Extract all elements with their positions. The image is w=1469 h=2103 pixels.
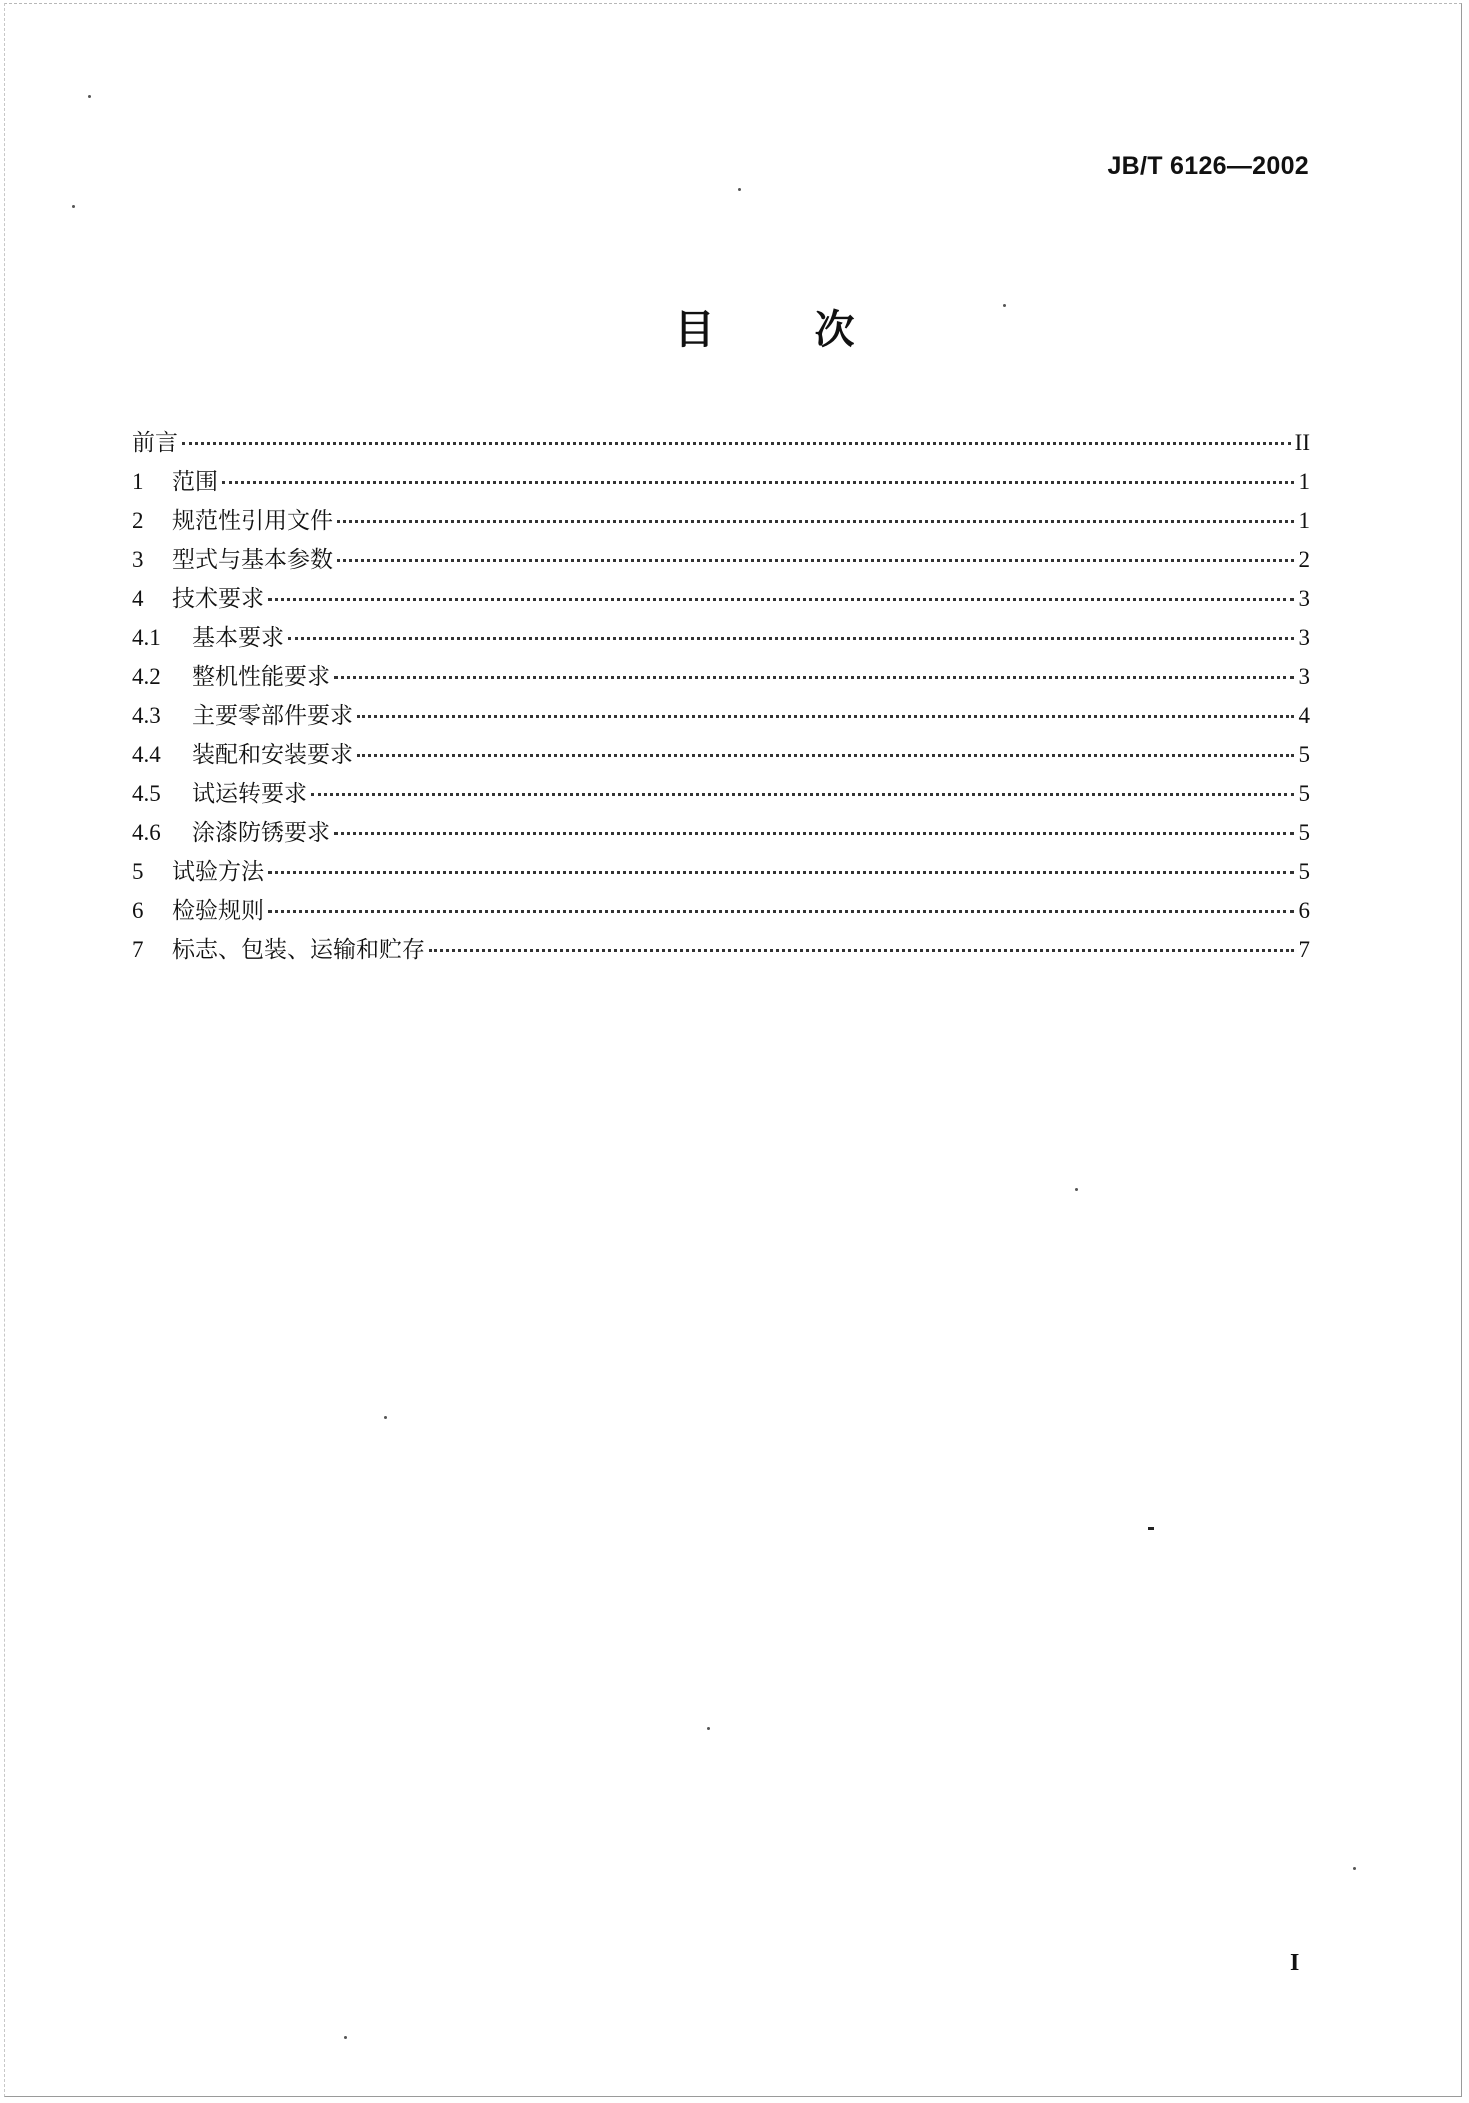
toc-entry-number: 3 — [132, 547, 144, 572]
toc-entry-page: 4 — [1298, 703, 1310, 728]
toc-entry-label: 主要零部件要求 — [192, 703, 353, 729]
page-number: I — [1290, 1950, 1300, 1976]
toc-entry-page: 7 — [1298, 937, 1310, 962]
toc-entry-label: 范围 — [172, 469, 218, 495]
toc-entry-number: 1 — [132, 469, 144, 494]
toc-entry-page: 5 — [1298, 742, 1310, 767]
toc-entry-page: 3 — [1298, 625, 1310, 650]
toc-leader-dots — [268, 598, 1294, 601]
toc-entry-label: 标志、包装、运输和贮存 — [172, 937, 425, 963]
toc-leader-dots — [334, 676, 1294, 679]
toc-entry-page: 3 — [1298, 664, 1310, 689]
scan-speck — [88, 95, 91, 98]
toc-leader-dots — [222, 481, 1294, 484]
toc-entry-page: 3 — [1298, 586, 1310, 611]
toc-entry-label: 技术要求 — [172, 586, 264, 612]
scan-speck — [1075, 1188, 1078, 1191]
toc-entry-5[interactable] — [132, 852, 1310, 891]
toc-leader-dots — [311, 793, 1294, 796]
toc-entry-number: 2 — [132, 508, 144, 533]
scan-speck — [1003, 304, 1006, 307]
toc-entry-page: II — [1294, 430, 1310, 455]
toc-entry-4[interactable] — [132, 579, 1310, 618]
toc-entry-6[interactable] — [132, 891, 1310, 930]
toc-entry-4-3[interactable] — [132, 696, 1310, 735]
scan-speck — [1353, 1867, 1356, 1870]
toc-entry-page: 1 — [1298, 508, 1310, 533]
toc-entry-1[interactable] — [132, 462, 1310, 501]
toc-entry-4-4[interactable] — [132, 735, 1310, 774]
toc-entry-page: 1 — [1298, 469, 1310, 494]
scan-speck — [384, 1416, 387, 1419]
toc-entry-page: 5 — [1298, 859, 1310, 884]
toc-entry-page: 5 — [1298, 781, 1310, 806]
toc-leader-dots — [334, 832, 1294, 835]
toc-leader-dots — [268, 871, 1294, 874]
toc-entry-label: 试运转要求 — [192, 781, 307, 807]
toc-entry-number: 4.4 — [132, 742, 161, 767]
toc-entry-number: 4.3 — [132, 703, 161, 728]
toc-leader-dots — [337, 559, 1294, 562]
toc-entry-number: 4 — [132, 586, 144, 611]
toc-entry-number: 4.5 — [132, 781, 161, 806]
toc-entry-label: 试验方法 — [172, 859, 264, 885]
toc-leader-dots — [429, 949, 1294, 952]
toc-entry-4-2[interactable] — [132, 657, 1310, 696]
scan-speck — [72, 205, 75, 208]
toc-entry-label: 涂漆防锈要求 — [192, 820, 330, 846]
toc-title — [0, 298, 1469, 355]
toc-entry-label: 检验规则 — [172, 898, 264, 924]
toc-entry-number: 6 — [132, 898, 144, 923]
toc-entry-number: 7 — [132, 937, 144, 962]
toc-leader-dots — [357, 754, 1294, 757]
toc-entry-number: 4.1 — [132, 625, 161, 650]
scan-speck — [738, 188, 741, 191]
toc-entry-foreword[interactable] — [132, 423, 1310, 462]
toc-entry-page: 5 — [1298, 820, 1310, 845]
toc-entry-label: 前言 — [132, 430, 178, 456]
toc-entry-4-1[interactable] — [132, 618, 1310, 657]
toc-entry-label: 基本要求 — [192, 625, 284, 651]
toc-entry-label: 装配和安装要求 — [192, 742, 353, 768]
toc-leader-dots — [337, 520, 1294, 523]
standard-code: JB/T 6126—2002 — [1107, 152, 1309, 180]
toc-leader-dots — [357, 715, 1294, 718]
toc-leader-dots — [268, 910, 1294, 913]
toc-entry-2[interactable] — [132, 501, 1310, 540]
toc-title-char-2: 次 — [814, 307, 855, 353]
toc-entry-number: 4.6 — [132, 820, 161, 845]
toc-entry-4-6[interactable] — [132, 813, 1310, 852]
toc-entry-page: 2 — [1298, 547, 1310, 572]
toc-leader-dots — [288, 637, 1294, 640]
scan-speck — [344, 2036, 347, 2039]
scan-speck — [707, 1727, 710, 1730]
toc-leader-dots — [182, 442, 1291, 445]
toc-entry-label: 型式与基本参数 — [172, 547, 333, 573]
toc-entry-7[interactable] — [132, 930, 1310, 969]
toc-list — [132, 423, 1310, 969]
toc-title-char-1: 目 — [674, 307, 715, 353]
scan-speck — [1148, 1527, 1154, 1530]
toc-entry-4-5[interactable] — [132, 774, 1310, 813]
toc-entry-3[interactable] — [132, 540, 1310, 579]
toc-entry-page: 6 — [1298, 898, 1310, 923]
toc-entry-label: 规范性引用文件 — [172, 508, 333, 534]
toc-entry-label: 整机性能要求 — [192, 664, 330, 690]
toc-entry-number: 5 — [132, 859, 144, 884]
toc-entry-number: 4.2 — [132, 664, 161, 689]
